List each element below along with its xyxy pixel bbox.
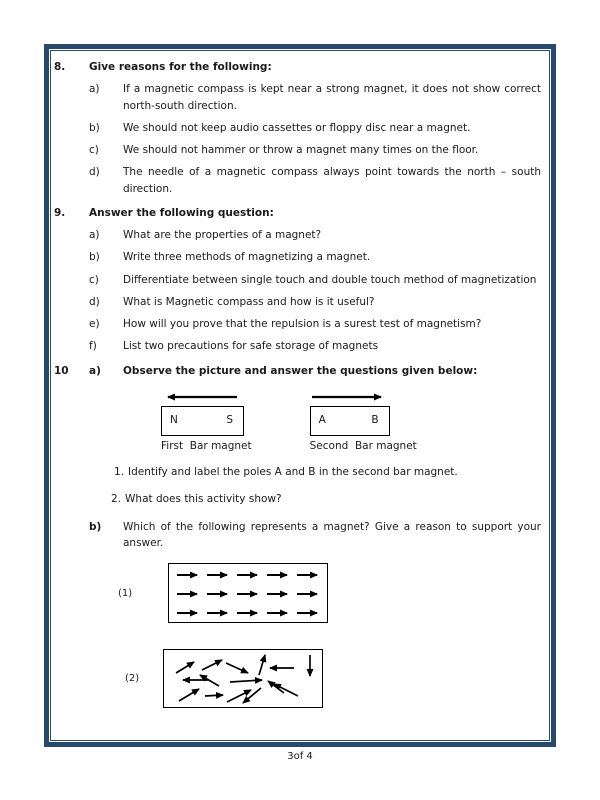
bar-magnet-box (161, 406, 244, 436)
question-heading: Give reasons for the following: (89, 61, 272, 73)
pole-label-s: S (226, 413, 233, 426)
item-text: The needle of a magnetic compass always point towards the north – south direction. (123, 166, 541, 195)
right-arrow-icon (310, 391, 417, 403)
question-item (89, 81, 541, 114)
item-letter: a) (89, 83, 100, 96)
pole-label-b: B (371, 413, 379, 426)
second-bar-magnet-figure (310, 391, 417, 454)
item-text: Which of the following represents a magnet? Give a reason to support your answer. (123, 520, 541, 550)
bar-magnet-box (310, 406, 390, 436)
question-item (89, 316, 541, 332)
figure-caption: First Bar magnet (161, 439, 252, 452)
first-bar-magnet-figure (161, 391, 252, 454)
question-number: 8. (54, 61, 66, 73)
question-8-heading-row (54, 59, 541, 75)
pole-label-n: N (170, 413, 178, 426)
question-item (89, 227, 541, 243)
item-text: If a magnetic compass is kept near a strong magnet, it does not show correct north-south direction. (123, 83, 541, 112)
figure-label: (1) (118, 587, 133, 599)
question-9-heading-row (54, 205, 541, 221)
item-text: List two precautions for safe storage of magnets (123, 340, 379, 353)
item-text: Differentiate between single touch and double touch method of magnetization (123, 273, 537, 286)
question-item (89, 294, 541, 310)
item-text: We should not keep audio cassettes or floppy disc near a magnet. (123, 121, 471, 134)
item-letter: b) (89, 121, 100, 134)
item-letter: a) (89, 364, 101, 377)
page-content (50, 50, 550, 741)
figure-caption: Second Bar magnet (309, 439, 417, 452)
item-letter: d) (89, 166, 100, 179)
aligned-arrows-figure (168, 563, 328, 623)
item-letter: b) (89, 520, 102, 533)
item-text: Write three methods of magnetizing a magnet. (123, 251, 371, 264)
item-letter: f) (89, 340, 97, 353)
item-letter: b) (89, 251, 100, 264)
random-arrows-figure (163, 649, 323, 708)
figure-2-row (125, 649, 541, 708)
item-text: What is Magnetic compass and how is it useful? (123, 295, 375, 308)
sub-question-text: What does this activity show? (125, 492, 282, 505)
question-item (89, 338, 541, 354)
question-10b-row (89, 519, 541, 552)
question-heading: Observe the picture and answer the questions given below: (123, 364, 478, 377)
question-item (89, 142, 541, 158)
question-heading: Answer the following question: (89, 206, 274, 219)
sub-question-number: 1. (114, 466, 125, 479)
page-number: 3of 4 (287, 751, 313, 762)
sub-question (111, 491, 541, 507)
sub-question (114, 464, 541, 480)
pole-label-a: A (318, 413, 326, 426)
item-letter: d) (89, 295, 100, 308)
sub-question-number: 2. (111, 492, 122, 505)
page-border (44, 44, 556, 747)
question-10a-heading-row (54, 363, 541, 379)
sub-question-text: Identify and label the poles A and B in the second bar magnet. (128, 466, 458, 479)
item-letter: c) (89, 144, 99, 157)
item-text: How will you prove that the repulsion is a surest test of magnetism? (123, 318, 482, 331)
question-number: 9. (54, 206, 66, 219)
question-item (89, 249, 541, 265)
bar-magnet-figures (161, 391, 541, 454)
left-arrow-icon (161, 391, 252, 403)
item-text: What are the properties of a magnet? (123, 229, 322, 242)
item-letter: c) (89, 273, 99, 286)
item-text: We should not hammer or throw a magnet many times on the floor. (123, 144, 479, 157)
figure-1-row (118, 563, 541, 623)
question-item (89, 120, 541, 136)
question-item (89, 272, 541, 288)
question-item (89, 164, 541, 197)
item-letter: e) (89, 318, 100, 331)
question-number: 10 (54, 364, 69, 377)
figure-label: (2) (125, 673, 140, 685)
item-letter: a) (89, 229, 100, 242)
